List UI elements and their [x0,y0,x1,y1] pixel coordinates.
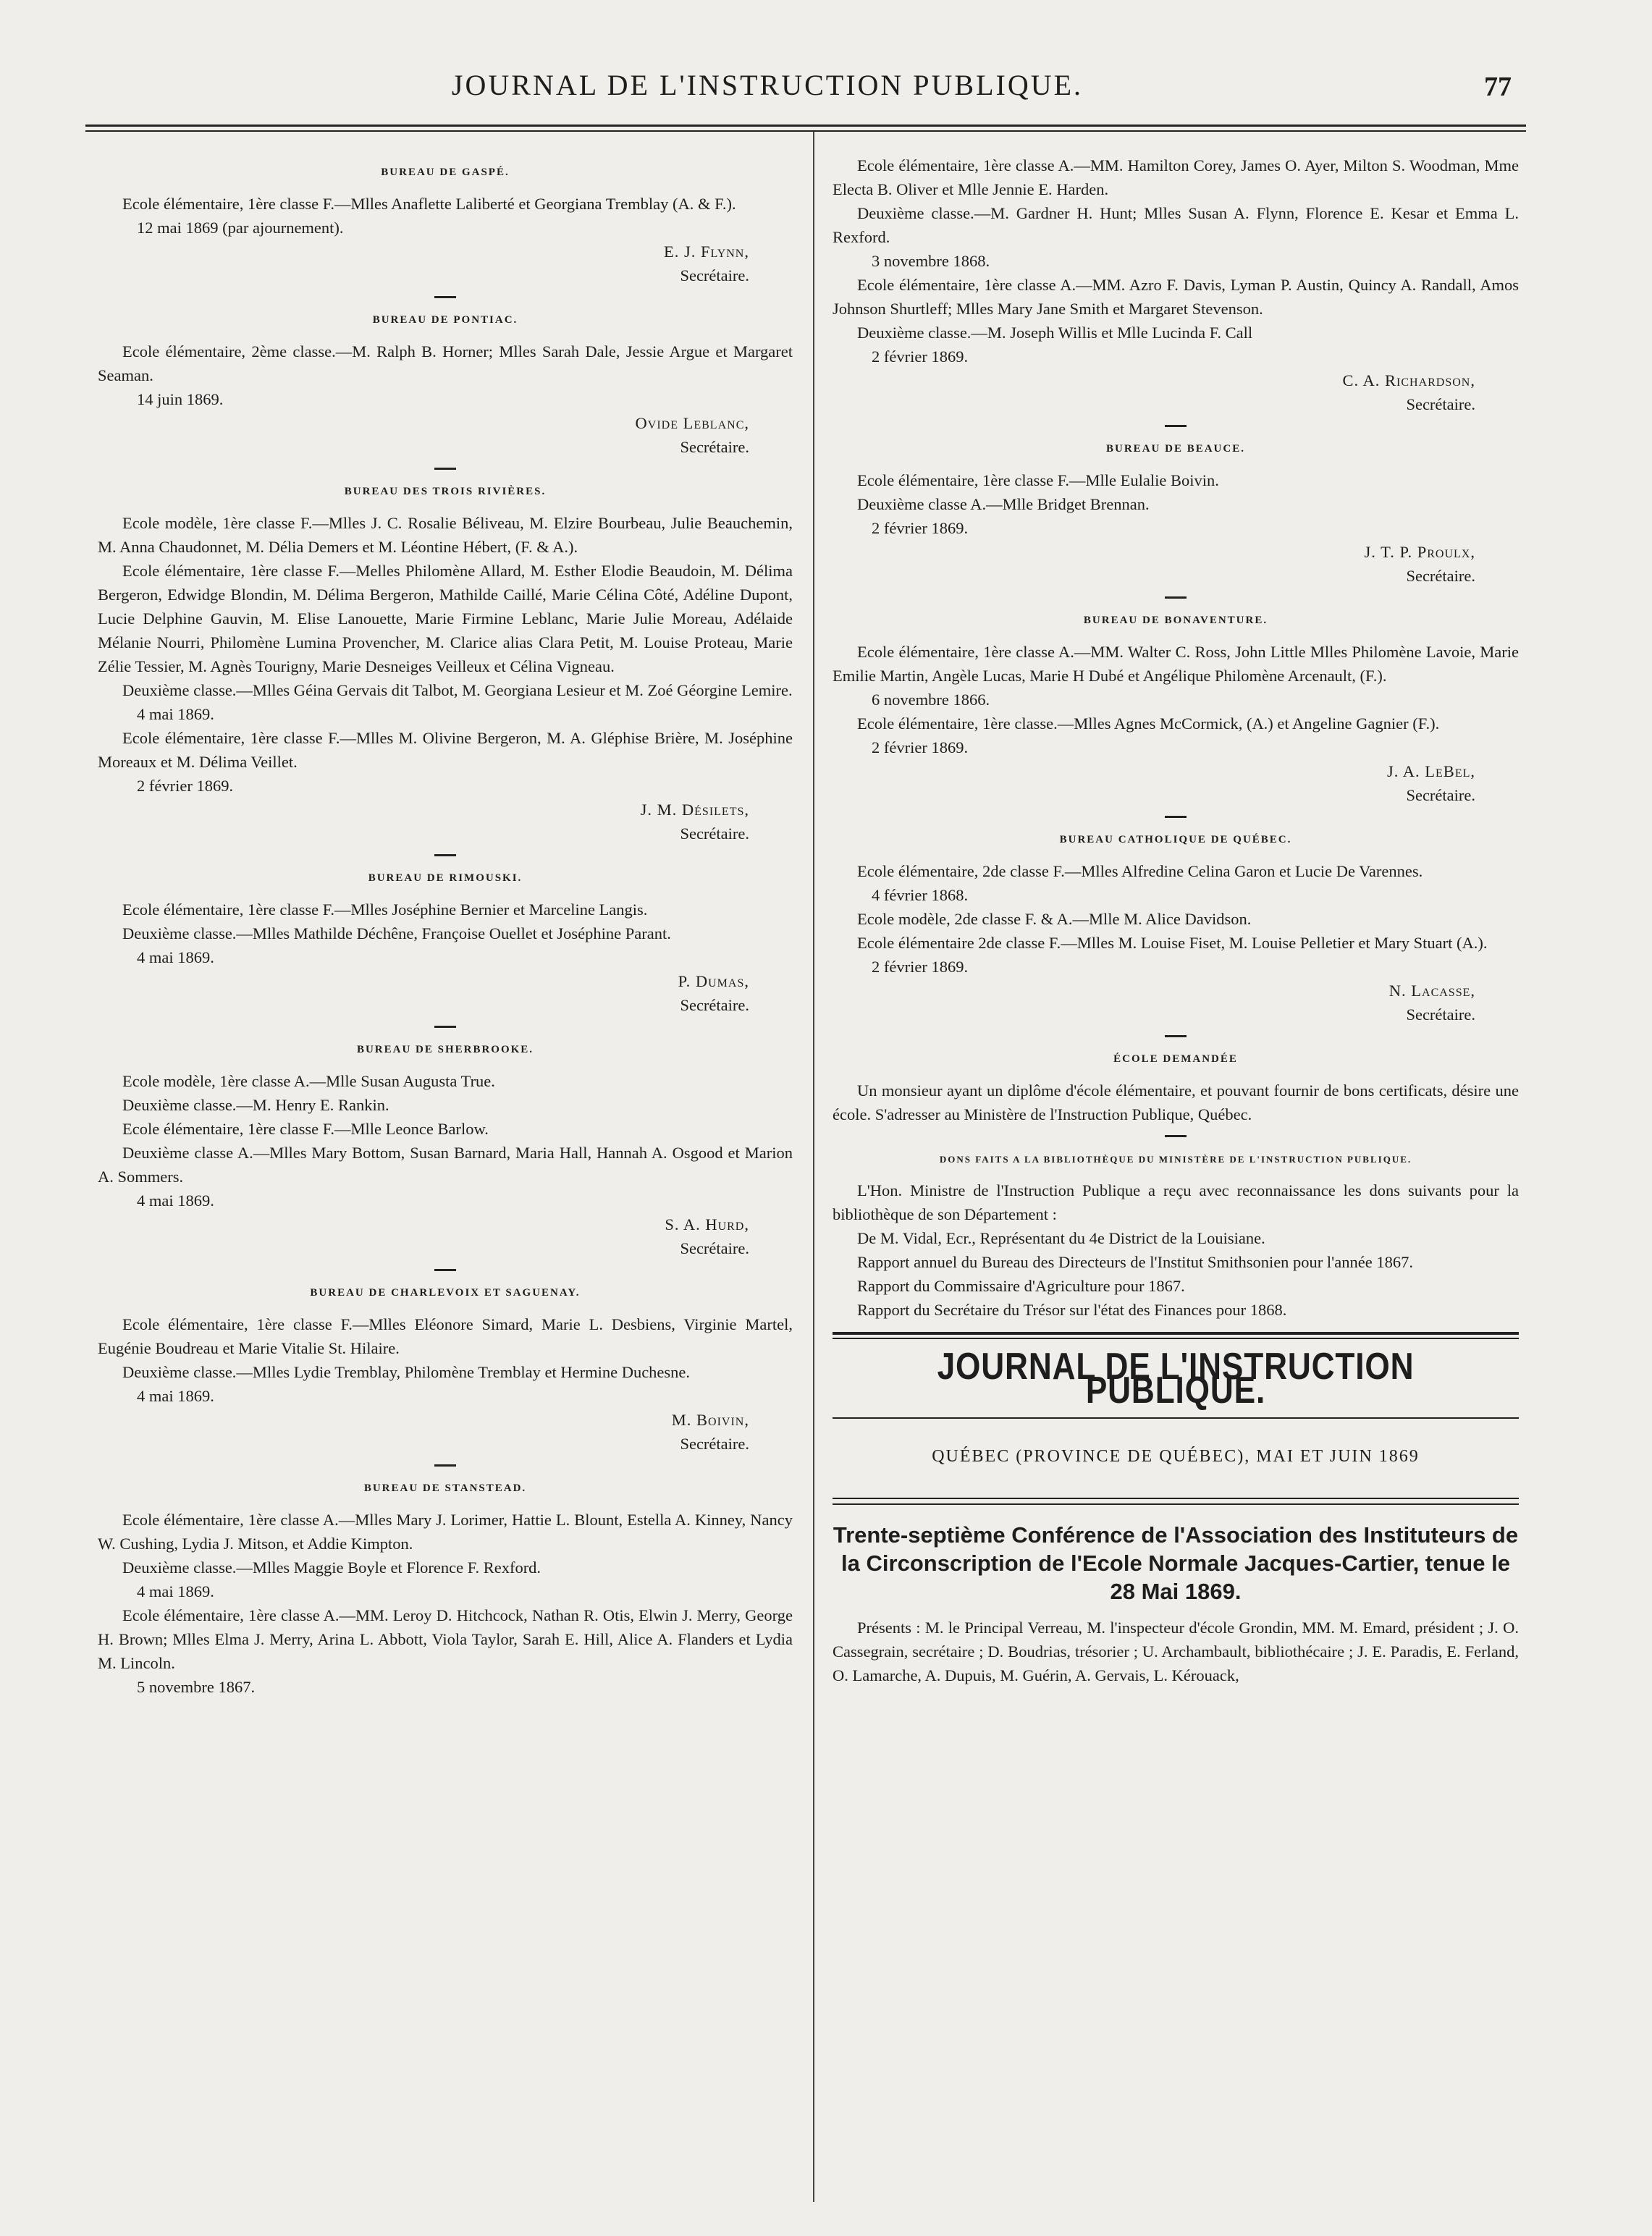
section-divider [1165,1035,1187,1037]
masthead-rule-bottom [833,1417,1519,1419]
signature-name-text: P. Dumas, [678,972,749,990]
bureau-title: BUREAU CATHOLIQUE DE QUÉBEC. [1059,834,1292,845]
section-divider [434,1026,456,1028]
entry: Ecole élémentaire, 1ère classe A.—MM. Leroy D. Hitchcock, Nathan R. Otis, Elwin J. Merry, George H. Brown; Mlles Elma J. Merry, Arina L. Abbott, Viola Taylor, Sarah E. Hill, Alice A. Flanders et Lydia M. Lincoln. [98,1606,793,1672]
article-text: Présents : M. le Principal Verreau, M. l'inspecteur d'école Grondin, MM. M. Emard, président ; J. O. Cassegrain, secrétaire ; D. Boudrias, trésorier ; U. Archambault, bibliothécaire ; J. E. Paradis, E. Ferland, O. Lamarche, A. Dupuis, M. Guérin, A. Gervais, L. Kérouack, [833,1619,1519,1684]
entry-date: 2 février 1869. [872,347,969,366]
paragraph: Rapport du Secrétaire du Trésor sur l'état des Finances pour 1868. [857,1301,1287,1319]
section-divider [434,468,456,470]
entry: Ecole élémentaire, 1ère classe A.—MM. Walter C. Ross, John Little Mlles Philomène Lavoie, Marie Emilie Martin, Angèle Lucas, Marie H Dubé et Angélique Philomène Arcenault, (F.). [833,643,1519,685]
entry: Deuxième classe.—M. Joseph Willis et Mlle Lucinda F. Call [857,324,1253,342]
signature-role: Secrétaire. [680,996,749,1014]
section-divider [1165,816,1187,818]
signature-role: Secrétaire. [680,266,749,284]
entry-date: 2 février 1869. [872,958,969,976]
entry: Deuxième classe.—M. Gardner H. Hunt; Mlles Susan A. Flynn, Florence E. Kesar et Emma L. Rexford. [833,204,1519,246]
section-divider [1165,425,1187,427]
signature-role: Secrétaire. [680,824,749,843]
entry: Deuxième classe.—Mlles Mathilde Déchêne, Françoise Ouellet et Joséphine Parant. [122,924,671,942]
entry: Ecole élémentaire, 1ère classe F.—Mlle Eulalie Boivin. [857,471,1219,489]
entry-date: 4 mai 1869. [137,1191,214,1210]
bureau-trois-rivieres [98,480,793,845]
entry: Deuxième classe A.—Mlle Bridget Brennan. [857,495,1150,513]
signature-name [833,540,1519,564]
entry-date: 6 novembre 1866. [872,691,990,709]
bureau-rimouski [98,866,793,1017]
signature-name [98,411,793,435]
bureau-title: BUREAU DE RIMOUSKI. [368,872,523,884]
article-title: Trente-septième Conférence de l'Association des Instituteurs de la Circonscription de l'Ecole Normale Jacques-Cartier, tenue le 28 Mai 1869. [833,1522,1519,1604]
section-divider [1165,1135,1187,1137]
bureau-title: BUREAU DE PONTIAC. [372,314,518,326]
signature-name [833,368,1519,392]
entry: Ecole élémentaire, 2ème classe.—M. Ralph B. Horner; Mlles Sarah Dale, Jessie Argue et Margaret Seaman. [98,342,793,384]
bureau-stanstead [98,1477,793,1699]
signature-name [833,759,1519,783]
signature-name-text: M. Boivin, [671,1411,749,1429]
entry: Ecole élémentaire 2de classe F.—Mlles M. Louise Fiset, M. Louise Pelletier et Mary Stuart (A.). [857,934,1488,952]
entry: Deuxième classe.—Mlles Lydie Tremblay, Philomène Tremblay et Hermine Duchesne. [122,1363,691,1381]
dons-bibliotheque [833,1147,1519,1322]
signature-role: Secrétaire. [680,438,749,456]
masthead-title: JOURNAL DE L'INSTRUCTION PUBLIQUE. [937,1346,1415,1412]
masthead-dateline: QUÉBEC (PROVINCE DE QUÉBEC), MAI ET JUIN 1869 [932,1447,1420,1466]
right-column [833,153,1519,1687]
signature-role: Secrétaire. [1406,567,1475,585]
signature-role: Secrétaire. [680,1239,749,1257]
signature-name-text: J. A. LeBel, [1387,762,1475,780]
entry: Deuxième classe.—Mlles Géina Gervais dit Talbot, M. Georgiana Lesieur et M. Zoé Géorgine Lemire. [122,681,793,699]
entry-date: 14 juin 1869. [137,390,224,408]
signature-name [98,1408,793,1432]
paragraph: Rapport annuel du Bureau des Directeurs de l'Institut Smithsonien pour l'année 1867. [857,1253,1413,1271]
masthead-rule-top-thin [833,1338,1519,1339]
signature-name [98,240,793,263]
entry-date: 4 février 1868. [872,886,969,904]
section-divider [434,296,456,298]
signature-role: Secrétaire. [1406,786,1475,804]
section-title: DONS FAITS A LA BIBLIOTHÈQUE DU MINISTÈRE DE L'INSTRUCTION PUBLIQUE. [939,1154,1412,1165]
signature-name-text: J. M. Désilets, [640,801,749,819]
entry: Ecole élémentaire, 2de classe F.—Mlles Alfredine Celina Garon et Lucie De Varennes. [857,862,1423,880]
conference-article [833,1521,1519,1687]
bureau-bonaventure [833,609,1519,807]
entry-date: 3 novembre 1868. [872,252,990,270]
entry: Ecole modèle, 2de classe F. & A.—Mlle M. Alice Davidson. [857,910,1252,928]
entry-date: 2 février 1869. [872,519,969,537]
entry: Deuxième classe.—Mlles Maggie Boyle et Florence F. Rexford. [122,1558,541,1577]
paragraph: De M. Vidal, Ecr., Représentant du 4e District de la Louisiane. [857,1229,1265,1247]
signature-name [833,979,1519,1003]
signature-name-text: J. T. P. Proulx, [1364,543,1475,561]
entry: Ecole élémentaire, 1ère classe F.—Mlles Joséphine Bernier et Marceline Langis. [122,900,648,919]
bureau-catholique-quebec [833,828,1519,1026]
bureau-title: BUREAU DE BEAUCE. [1106,443,1245,455]
entry: Ecole élémentaire, 1ère classe A.—MM. Azro F. Davis, Lyman P. Austin, Quincy A. Randall, Amos Johnson Shurtleff; Mlles Mary Jane Smith et Margaret Stevenson. [833,276,1519,318]
section-title: ÉCOLE DEMANDÉE [1113,1053,1238,1065]
entry-date: 4 mai 1869. [137,1582,214,1600]
signature-role: Secrétaire. [680,1435,749,1453]
signature-name-text: N. Lacasse, [1388,982,1475,1000]
signature-role: Secrétaire. [1406,395,1475,413]
ecole-demandee [833,1047,1519,1126]
entry-date: 12 mai 1869 (par ajournement). [137,219,344,237]
section-divider [1165,596,1187,599]
entry: Deuxième classe A.—Mlles Mary Bottom, Susan Barnard, Maria Hall, Hannah A. Osgood et Marion A. Sommers. [98,1144,793,1186]
entry-date: 4 mai 1869. [137,1387,214,1405]
left-column [98,153,793,1699]
entry: Ecole élémentaire, 1ère classe A.—MM. Hamilton Corey, James O. Ayer, Milton S. Woodman, Mme Electa B. Oliver et Mlle Jennie E. Harden. [833,156,1519,198]
column-divider [813,132,814,2202]
entry-date: 2 février 1869. [137,777,234,795]
bureau-sherbrooke [98,1038,793,1260]
signature-name-text: E. J. Flynn, [664,242,749,261]
entry: Ecole élémentaire, 1ère classe F.—Melles Philomène Allard, M. Esther Elodie Beaudoin, M. Délima Bergeron, Edwidge Blondin, M. Délima Bergeron, Mathilde Caillé, Marie Célina Côté, Adéline Dupont, Lucie Delphine Gauvin, M. Elise Lanouette, Marie Firmine Leblanc, Marie Julie Moreau, Adélaide Mélanie Nourri, Philomène Lumina Provencher, M. Clarice alias Clara Petit, M. Louise Proteau, Marie Zélie Tessier, M. Agnès Tourigny, Marie Desneiges Veilleux et Célina Vigneau. [98,562,793,675]
notice-text: Un monsieur ayant un diplôme d'école élémentaire, et pouvant fournir de bons certificats, désire une école. S'adresser au Ministère de l'Instruction Publique, Québec. [833,1081,1519,1123]
entry-date: 4 mai 1869. [137,948,214,966]
entry-date: 4 mai 1869. [137,705,214,723]
entry: Ecole modèle, 1ère classe A.—Mlle Susan Augusta True. [122,1072,495,1090]
masthead-rule-top [833,1332,1519,1335]
running-head [0,68,1652,111]
bureau-title: BUREAU DE GASPÉ. [381,166,510,178]
signature-name [98,1212,793,1236]
signature-name [98,969,793,993]
dateline-rule [833,1498,1519,1499]
bureau-title: BUREAU DE CHARLEVOIX ET SAGUENAY. [310,1287,581,1299]
section-divider [434,854,456,856]
signature-name-text: S. A. Hurd, [665,1215,749,1233]
signature-name-text: C. A. Richardson, [1342,371,1475,389]
dateline-rule-2 [833,1503,1519,1505]
entry: Ecole élémentaire, 1ère classe F.—Mlles M. Olivine Bergeron, M. A. Gléphise Brière, M. Joséphine Moreaux et M. Délima Veillet. [98,729,793,771]
header-rule-thick [85,125,1526,127]
header-rule-thin [85,130,1526,132]
entry-date: 5 novembre 1867. [137,1678,256,1696]
section-divider [434,1464,456,1467]
bureau-title: BUREAU DE STANSTEAD. [363,1482,527,1494]
entry: Ecole modèle, 1ère classe F.—Mlles J. C. Rosalie Béliveau, M. Elzire Bourbeau, Julie Beauchemin, M. Anna Chaudonnet, M. Délia Demers et M. Léontine Hébert, (F. & A.). [98,514,793,556]
entry: Ecole élémentaire, 1ère classe F.—Mlle Leonce Barlow. [122,1120,489,1138]
page-number: 77 [1484,72,1512,102]
bureau-beauce [833,437,1519,588]
signature-role: Secrétaire. [1406,1005,1475,1024]
bureau-title: BUREAU DE BONAVENTURE. [1083,615,1268,626]
entry-date: 2 février 1869. [872,738,969,756]
entry: Deuxième classe.—M. Henry E. Rankin. [122,1096,389,1114]
running-title: JOURNAL DE L'INSTRUCTION PUBLIQUE. [451,69,1084,101]
bureau-stanstead-continued [833,153,1519,416]
entry: Ecole élémentaire, 1ère classe A.—Mlles Mary J. Lorimer, Hattie L. Blount, Estella A. Kinney, Nancy W. Cushing, Lydia J. Mitson, et Addie Kimpton. [98,1511,793,1553]
signature-name [98,798,793,822]
entry: Ecole élémentaire, 1ère classe F.—Mlles Anaflette Laliberté et Georgiana Tremblay (A. & F.). [122,195,736,213]
bureau-title: BUREAU DES TROIS RIVIÈRES. [344,486,547,497]
section-divider [434,1269,456,1271]
paragraph: Rapport du Commissaire d'Agriculture pour 1867. [857,1277,1185,1295]
signature-name-text: Ovide Leblanc, [635,414,749,432]
bureau-gaspe [98,161,793,287]
bureau-charlevoix [98,1281,793,1456]
paragraph: L'Hon. Ministre de l'Instruction Publique a reçu avec reconnaissance les dons suivants pour la bibliothèque de son Département : [833,1181,1519,1223]
entry: Ecole élémentaire, 1ère classe F.—Mlles Eléonore Simard, Marie L. Desbiens, Virginie Martel, Eugénie Boudreau et Marie Vitalie St. Hilaire. [98,1315,793,1357]
bureau-title: BUREAU DE SHERBROOKE. [356,1044,534,1055]
bureau-pontiac [98,308,793,459]
entry: Ecole élémentaire, 1ère classe.—Mlles Agnes McCormick, (A.) et Angeline Gagnier (F.). [857,714,1440,733]
